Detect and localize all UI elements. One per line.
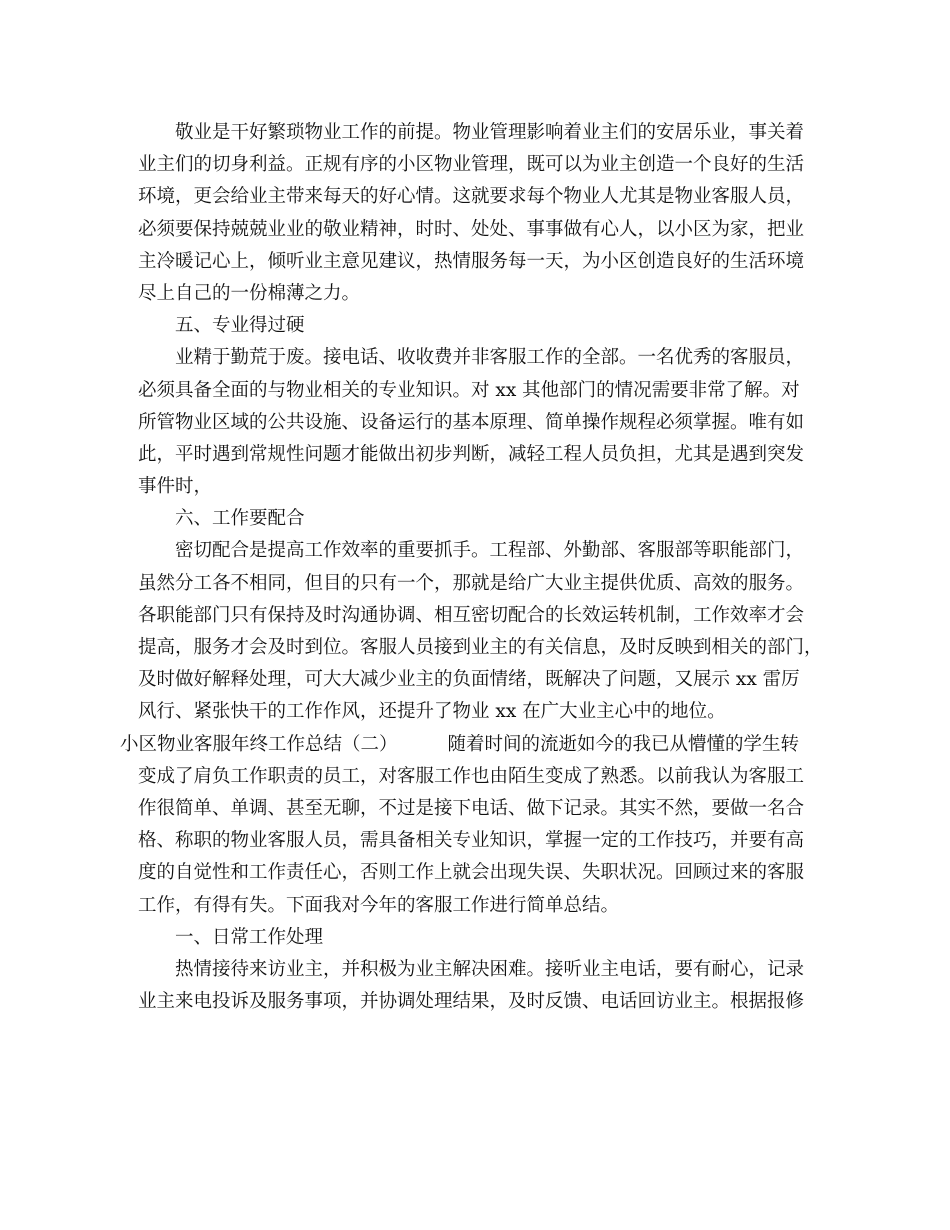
article-title: 小区物业客服年终工作总结（二） [120,733,398,755]
text-line: 业主们的切身利益。正规有序的小区物业管理，既可以为业主创造一个良好的生活 [138,154,805,176]
section-heading-6: 六、工作要配合 [175,508,305,530]
text-line: 各职能部门只有保持及时沟通协调、相互密切配合的长效运转机制，工作效率才会 [138,604,805,626]
text-line: 变成了肩负工作职责的员工，对客服工作也由陌生变成了熟悉。以前我认为客服工 [138,765,805,787]
text-line: 度的自觉性和工作责任心，否则工作上就会出现失误、失职状况。回顾过来的客服 [138,862,805,884]
text-line: 提高，服务才会及时到位。客服人员接到业主的有关信息，及时反映到相关的部门， [138,637,823,658]
text-line: 必须要保持兢兢业业的敬业精神，时时、处处、事事做有心人，以小区为家，把业 [138,218,805,240]
text-line-with-title [120,729,818,761]
text-line: 及时做好解释处理，可大大减少业主的负面情绪，既解决了问题，又展示 xx 雷厉 [138,669,800,691]
text-line: 虽然分工各不相同，但目的只有一个，那就是给广大业主提供优质、高效的服务。 [138,572,805,594]
text-line: 工作，有得有失。下面我对今年的客服工作进行简单总结。 [138,894,620,916]
text-line: 密切配合是提高工作效率的重要抓手。工程部、外勤部、客服部等职能部门， [175,540,805,562]
text-line: 热情接待来访业主，并积极为业主解决困难。接听业主电话，要有耐心，记录 [175,958,805,980]
text-line: 环境，更会给业主带来每天的好心情。这就要求每个物业人尤其是物业客服人员， [138,186,805,208]
text-line: 尽上自己的一份棉薄之力。 [138,282,361,304]
section-heading-5: 五、专业得过硬 [175,315,305,337]
section-heading-1: 一、日常工作处理 [175,926,324,948]
text-line: 主冷暖记心上，倾听业主意见建议，热情服务每一天，为小区创造良好的生活环境 [138,250,805,272]
text-line: 作很简单、单调、甚至无聊，不过是接下电话、做下记录。其实不然，要做一名合 [138,797,805,819]
text-line: 随着时间的流逝如今的我已从懵懂的学生转 [447,733,800,755]
text-line: 事件时， [138,476,213,498]
text-line: 必须具备全面的与物业相关的专业知识。对 xx 其他部门的情况需要非常了解。对 [138,379,800,401]
text-line: 敬业是干好繁琐物业工作的前提。物业管理影响着业主们的安居乐业，事关着 [175,122,805,143]
text-line: 此，平时遇到常规性问题才能做出初步判断，减轻工程人员负担，尤其是遇到突发 [138,443,805,465]
text-line: 业主来电投诉及服务事项，并协调处理结果，及时反馈、电话回访业主。根据报修 [138,991,805,1013]
text-line: 风行、紧张快干的工作作风，还提升了物业 xx 在广大业主心中的地位。 [138,701,726,723]
text-line: 业精于勤荒于废。接电话、收收费并非客服工作的全部。一名优秀的客服员， [175,347,805,369]
text-line: 所管物业区域的公共设施、设备运行的基本原理、简单操作规程必须掌握。唯有如 [138,411,805,433]
document-body [120,117,823,1018]
text-line: 格、称职的物业客服人员，需具备相关专业知识，掌握一定的工作技巧，并要有高 [138,830,805,852]
